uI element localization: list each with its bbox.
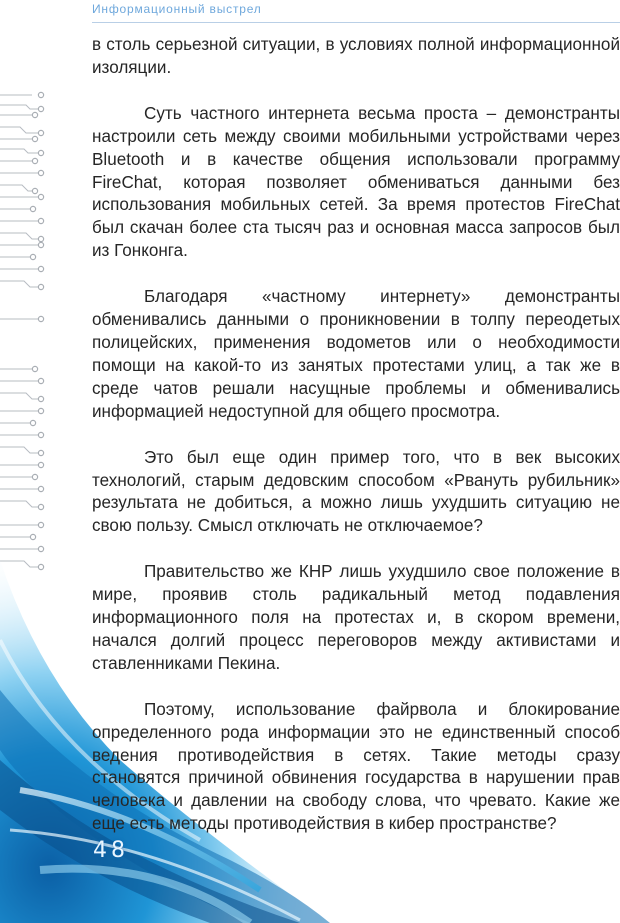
circuit-decoration xyxy=(0,85,60,585)
running-header xyxy=(92,0,620,23)
paragraph: Правительство же КНР лишь ухудшило свое положение в мире, проявив столь радикальный метод подавления информационного поля на протестах и, в скором времени, начался долгий процесс переговоров между активистами и ставленниками Пекина. xyxy=(92,562,620,673)
running-title: Информационный выстрел xyxy=(92,2,262,16)
page-number: 48 xyxy=(93,838,129,863)
body-text xyxy=(92,34,620,859)
paragraph: Это был еще один пример того, что в век высоких технологий, старым дедовским способом «Рвануть рубильник» результата не добиться, а можно лишь ухудшить ситуацию не свою пользу. Смысл отключать не отключаемое? xyxy=(92,447,620,536)
paragraph: Суть частного интернета весьма проста – демонстранты настроили сеть между своими мобильными устройствами через Bluetooth и в качестве общения использовали программу FireChat, которая позволяет обмениваться данными без использования мобильных сетей. За время протестов FireChat был скачан более ста тысяч раз и основная масса запросов был из Гонконга. xyxy=(92,103,620,261)
paragraph: Поэтому, использование файрвола и блокирование определенного рода информации это не единственный способ ведения противодействия в сетях. Такие методы сразу становятся причиной обвинения государства в нарушении прав человека и давлении на свободу слова, что чревато. Какие же еще есть методы противодействия в кибер пространстве? xyxy=(92,699,620,834)
paragraph: Благодаря «частному интернету» демонстранты обменивались данными о проникновении в толпу переодетых полицейских, применения водометов или о необходимости помощи на какой-то из занятых протестами улиц, а так же в среде чатов решали насущные проблемы и обменивались информацией недоступной для общего просмотра. xyxy=(92,287,620,421)
paragraph: в столь серьезной ситуации, в условиях полной информационной изоляции. xyxy=(92,35,620,77)
